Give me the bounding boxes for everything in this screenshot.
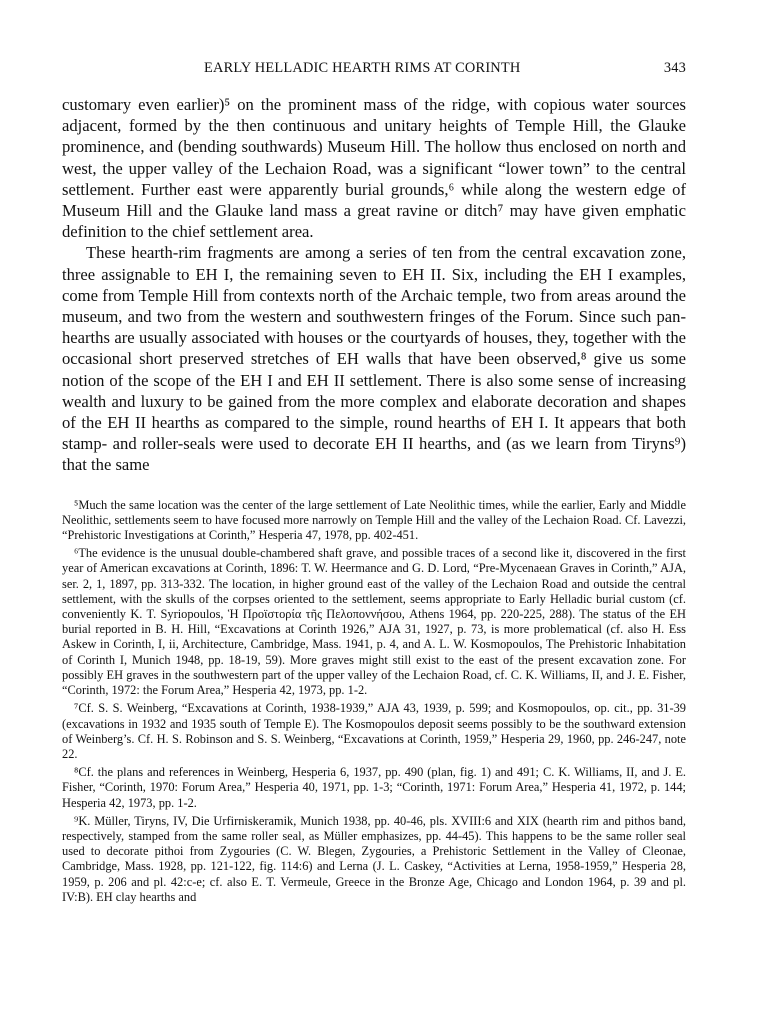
running-header: [62, 56, 686, 82]
footnote-8: ⁸Cf. the plans and references in Weinberg, Hesperia 6, 1937, pp. 490 (plan, fig. 1) and 491; C. K. Williams, II, and J. E. Fisher, “Corinth, 1970: Forum Area,” Hesperia 40, 1971, pp. 1-3; “Corinth, 1971: Forum Area,” Hesperia 41, 1972, p. 144; Hesperia 42, 1973, pp. 1-2.: [62, 765, 686, 810]
page-number: 343: [663, 60, 686, 76]
footnote-6: ⁶The evidence is the unusual double-chambered shaft grave, and possible traces of a second like it, discovered in the first year of American excavations at Corinth, 1896: T. W. Heermance and G. D. Lord, “Pre-Mycenaean Graves in Corinth,” AJA, ser. 2, 1, 1897, pp. 313-332. The location, in higher ground east of the valley of the Lechaion Road and outside the central settlement, with the skulls of the corpses oriented to the settlement, seems appropriate to Early Helladic burial custom (cf. conveniently K. T. Syriopoulos, Ἡ Προϊστορία τῆς Πελοποννήσου, Athens 1964, pp. 220-225, 288). The status of the EH burial reported in B. H. Hill, “Excavations at Corinth 1926,” AJA 31, 1927, p. 73, is more problematical (cf. also H. Ess Askew in Corinth, I, ii, Architecture, Cambridge, Mass. 1941, p. 4, and A. L. W. Kosmopoulos, The Prehistoric Inhabitation of Corinth I, Munich 1948, pp. 18-19, 59). More graves might still exist to the east of the present excavation zone. For possibly EH graves in the southwestern part of the upper valley of the Lechaion Road, cf. C. K. Williams, II, and J. E. Fisher, “Corinth, 1972: the Forum Area,” Hesperia 42, 1973, pp. 1-2.: [62, 546, 686, 698]
footnote-9: ⁹K. Müller, Tiryns, IV, Die Urfirniskeramik, Munich 1938, pp. 40-46, pls. XVIII:6 and XIX (hearth rim and pithos band, respectively, stamped from the same roller seal, as Müller emphasizes, pp. 44-45). This happens to be the same roller seal used to decorate pithoi from Zygouries (C. W. Blegen, Zygouries, a Prehistoric Settlement in the Valley of Cleonae, Cambridge, Mass. 1928, pp. 121-122, fig. 114:6) and Lerna (J. L. Caskey, “Activities at Lerna, 1958-1959,” Hesperia 28, 1959, p. 206 and pl. 42:c-e; cf. also E. T. Vermeule, Greece in the Bronze Age, Chicago and London 1964, p. 39 and pl. IV:B). EH clay hearths and: [62, 813, 686, 904]
footnote-5: ⁵Much the same location was the center of the large settlement of Late Neolithic times, while the earlier, Early and Middle Neolithic, settlements seem to have focused more narrowly on Temple Hill and the valley of the Lechaion Road. Cf. Lavezzi, “Prehistoric Investigations at Corinth,” Hesperia 47, 1978, pp. 402-451.: [62, 497, 686, 543]
running-title: EARLY HELLADIC HEARTH RIMS AT CORINTH: [204, 60, 521, 76]
footnote-7: ⁷Cf. S. S. Weinberg, “Excavations at Corinth, 1938-1939,” AJA 43, 1939, p. 599; and Kosmopoulos, op. cit., pp. 31-39 (excavations in 1932 and 1935 south of Temple E). The Kosmopoulos deposit seems possibly to be the southward extension of Weinberg’s. Cf. H. S. Robinson and S. S. Weinberg, “Excavations at Corinth, 1959,” Hesperia 29, 1960, pp. 246-247, note 22.: [62, 701, 686, 761]
body-paragraph: These hearth-rim fragments are among a series of ten from the central excavation zone, three assignable to EH I, the remaining seven to EH II. Six, including the EH I examples, come from Temple Hill from contexts north of the Archaic temple, two from areas around the museum, and two from the western and southwestern fringes of the Forum. Since such pan-hearths are usually associated with houses or the courtyards of houses, they, together with the occasional short preserved stretches of EH walls that have been observed,⁸ give us some notion of the scope of the EH I and EH II settlement. There is also some sense of increasing wealth and luxury to be gained from the more complex and elaborate decoration and shapes of the EH II hearths as compared to the simple, round hearths of EH I. It appears that both stamp- and roller-seals were used to decorate EH II hearths, and (as we learn from Tiryns⁹) that the same: [62, 243, 686, 475]
main-text: [62, 94, 686, 476]
footnotes: [62, 498, 686, 905]
body-paragraph: customary even earlier)⁵ on the prominent mass of the ridge, with copious water sources adjacent, formed by the then continuous and unitary heights of Temple Hill, the Glauke prominence, and (bending southwards) Museum Hill. The hollow thus enclosed on north and west, the upper valley of the Lechaion Road, was a significant “lower town” to the central settlement. Further east were apparently burial grounds,⁶ while along the western edge of Museum Hill and the Glauke land mass a great ravine or ditch⁷ may have given emphatic definition to the chief settlement area.: [62, 95, 686, 242]
page: [62, 56, 686, 908]
